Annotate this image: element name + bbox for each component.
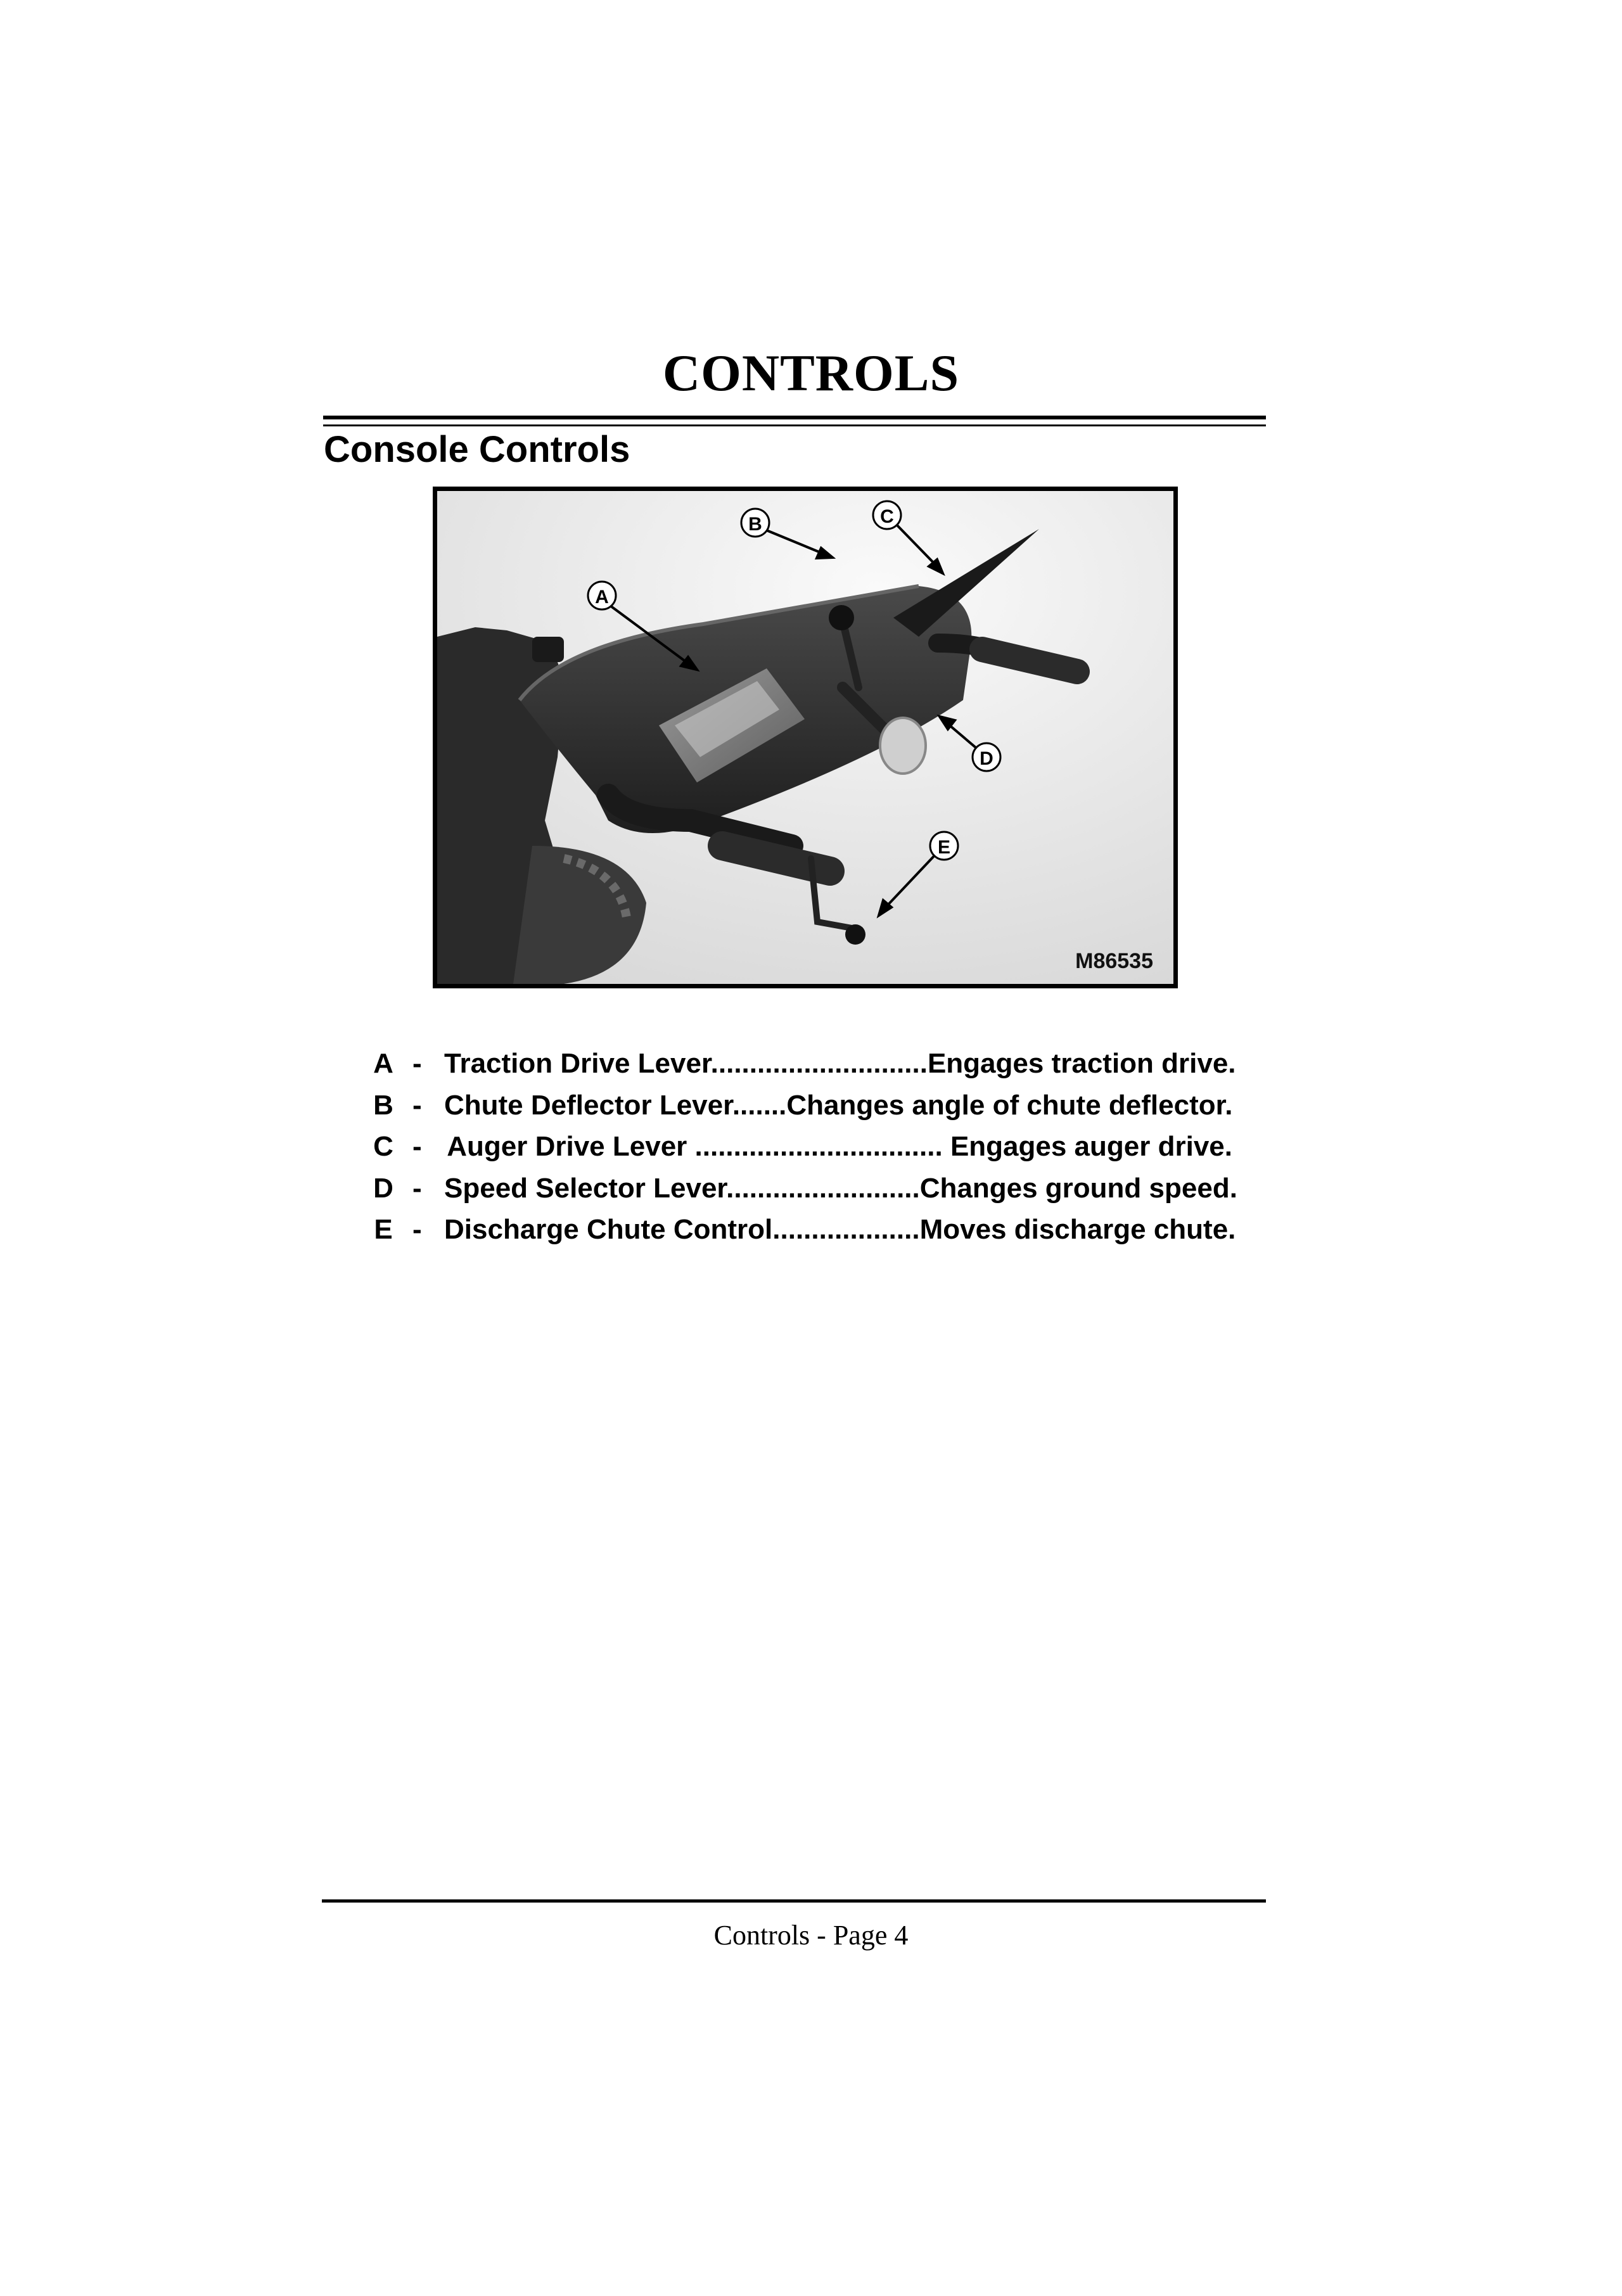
title-rule-thin (323, 424, 1266, 426)
callout-c (873, 501, 901, 529)
speed-selector-knob (880, 718, 926, 774)
legend-description: Changes angle of chute deflector. (786, 1089, 1233, 1121)
svg-text:B: B (748, 514, 762, 535)
legend-letter: D (373, 1172, 393, 1204)
deflector-knob (829, 605, 854, 630)
legend-row-b (371, 1088, 1232, 1130)
legend-letter: B (373, 1089, 393, 1121)
legend-row-d (371, 1171, 1237, 1213)
legend-row-a (371, 1047, 1236, 1088)
legend-entry (444, 1213, 1236, 1247)
legend-leader: ................................ (687, 1131, 950, 1162)
legend-label: Discharge Chute Control (444, 1214, 773, 1245)
console-figure (433, 487, 1178, 988)
svg-text:C: C (880, 506, 894, 527)
legend-description: Engages auger drive. (950, 1131, 1232, 1162)
legend-leader: ......................... (726, 1172, 920, 1204)
legend-dash: - (412, 1172, 422, 1204)
controls-legend (371, 1047, 1237, 1254)
legend-entry (444, 1130, 1232, 1164)
legend-description: Moves discharge chute. (919, 1214, 1236, 1245)
legend-dash: - (412, 1048, 422, 1079)
legend-row-e (371, 1213, 1236, 1254)
legend-leader: ................... (772, 1214, 920, 1245)
svg-text:D: D (980, 748, 993, 769)
callout-e (930, 832, 958, 860)
legend-label: Chute Deflector Lever (444, 1089, 732, 1121)
title-rule-thick (323, 416, 1266, 419)
callout-a (588, 582, 616, 609)
page-footer: Controls - Page 4 (713, 1920, 909, 1951)
svg-text:A: A (595, 587, 609, 608)
legend-leader: ............................ (710, 1048, 928, 1079)
legend-leader: ....... (732, 1089, 787, 1121)
legend-letter: C (373, 1131, 393, 1162)
legend-description: Engages traction drive. (927, 1048, 1236, 1079)
section-title: Console Controls (324, 429, 630, 470)
chute-crank-knob (845, 924, 865, 945)
page-title: CONTROLS (662, 344, 960, 402)
callout-b (741, 509, 769, 537)
legend-label: Speed Selector Lever (444, 1172, 727, 1204)
legend-entry (444, 1171, 1237, 1206)
svg-text:E: E (937, 837, 951, 858)
legend-entry (444, 1047, 1236, 1081)
legend-dash: - (412, 1131, 422, 1162)
engine-cap (532, 637, 564, 662)
legend-description: Changes ground speed. (919, 1172, 1237, 1204)
legend-label: Auger Drive Lever (447, 1131, 687, 1162)
legend-dash: - (412, 1089, 422, 1121)
footer-rule (322, 1899, 1266, 1903)
figure-code: M86535 (1075, 949, 1153, 973)
legend-label: Traction Drive Lever (444, 1048, 711, 1079)
callout-d (973, 743, 1000, 771)
console-illustration (437, 491, 1173, 984)
legend-dash: - (412, 1214, 422, 1245)
legend-letter: A (373, 1048, 393, 1079)
legend-letter: E (374, 1214, 393, 1245)
legend-row-c (371, 1130, 1232, 1171)
legend-entry (444, 1088, 1232, 1123)
